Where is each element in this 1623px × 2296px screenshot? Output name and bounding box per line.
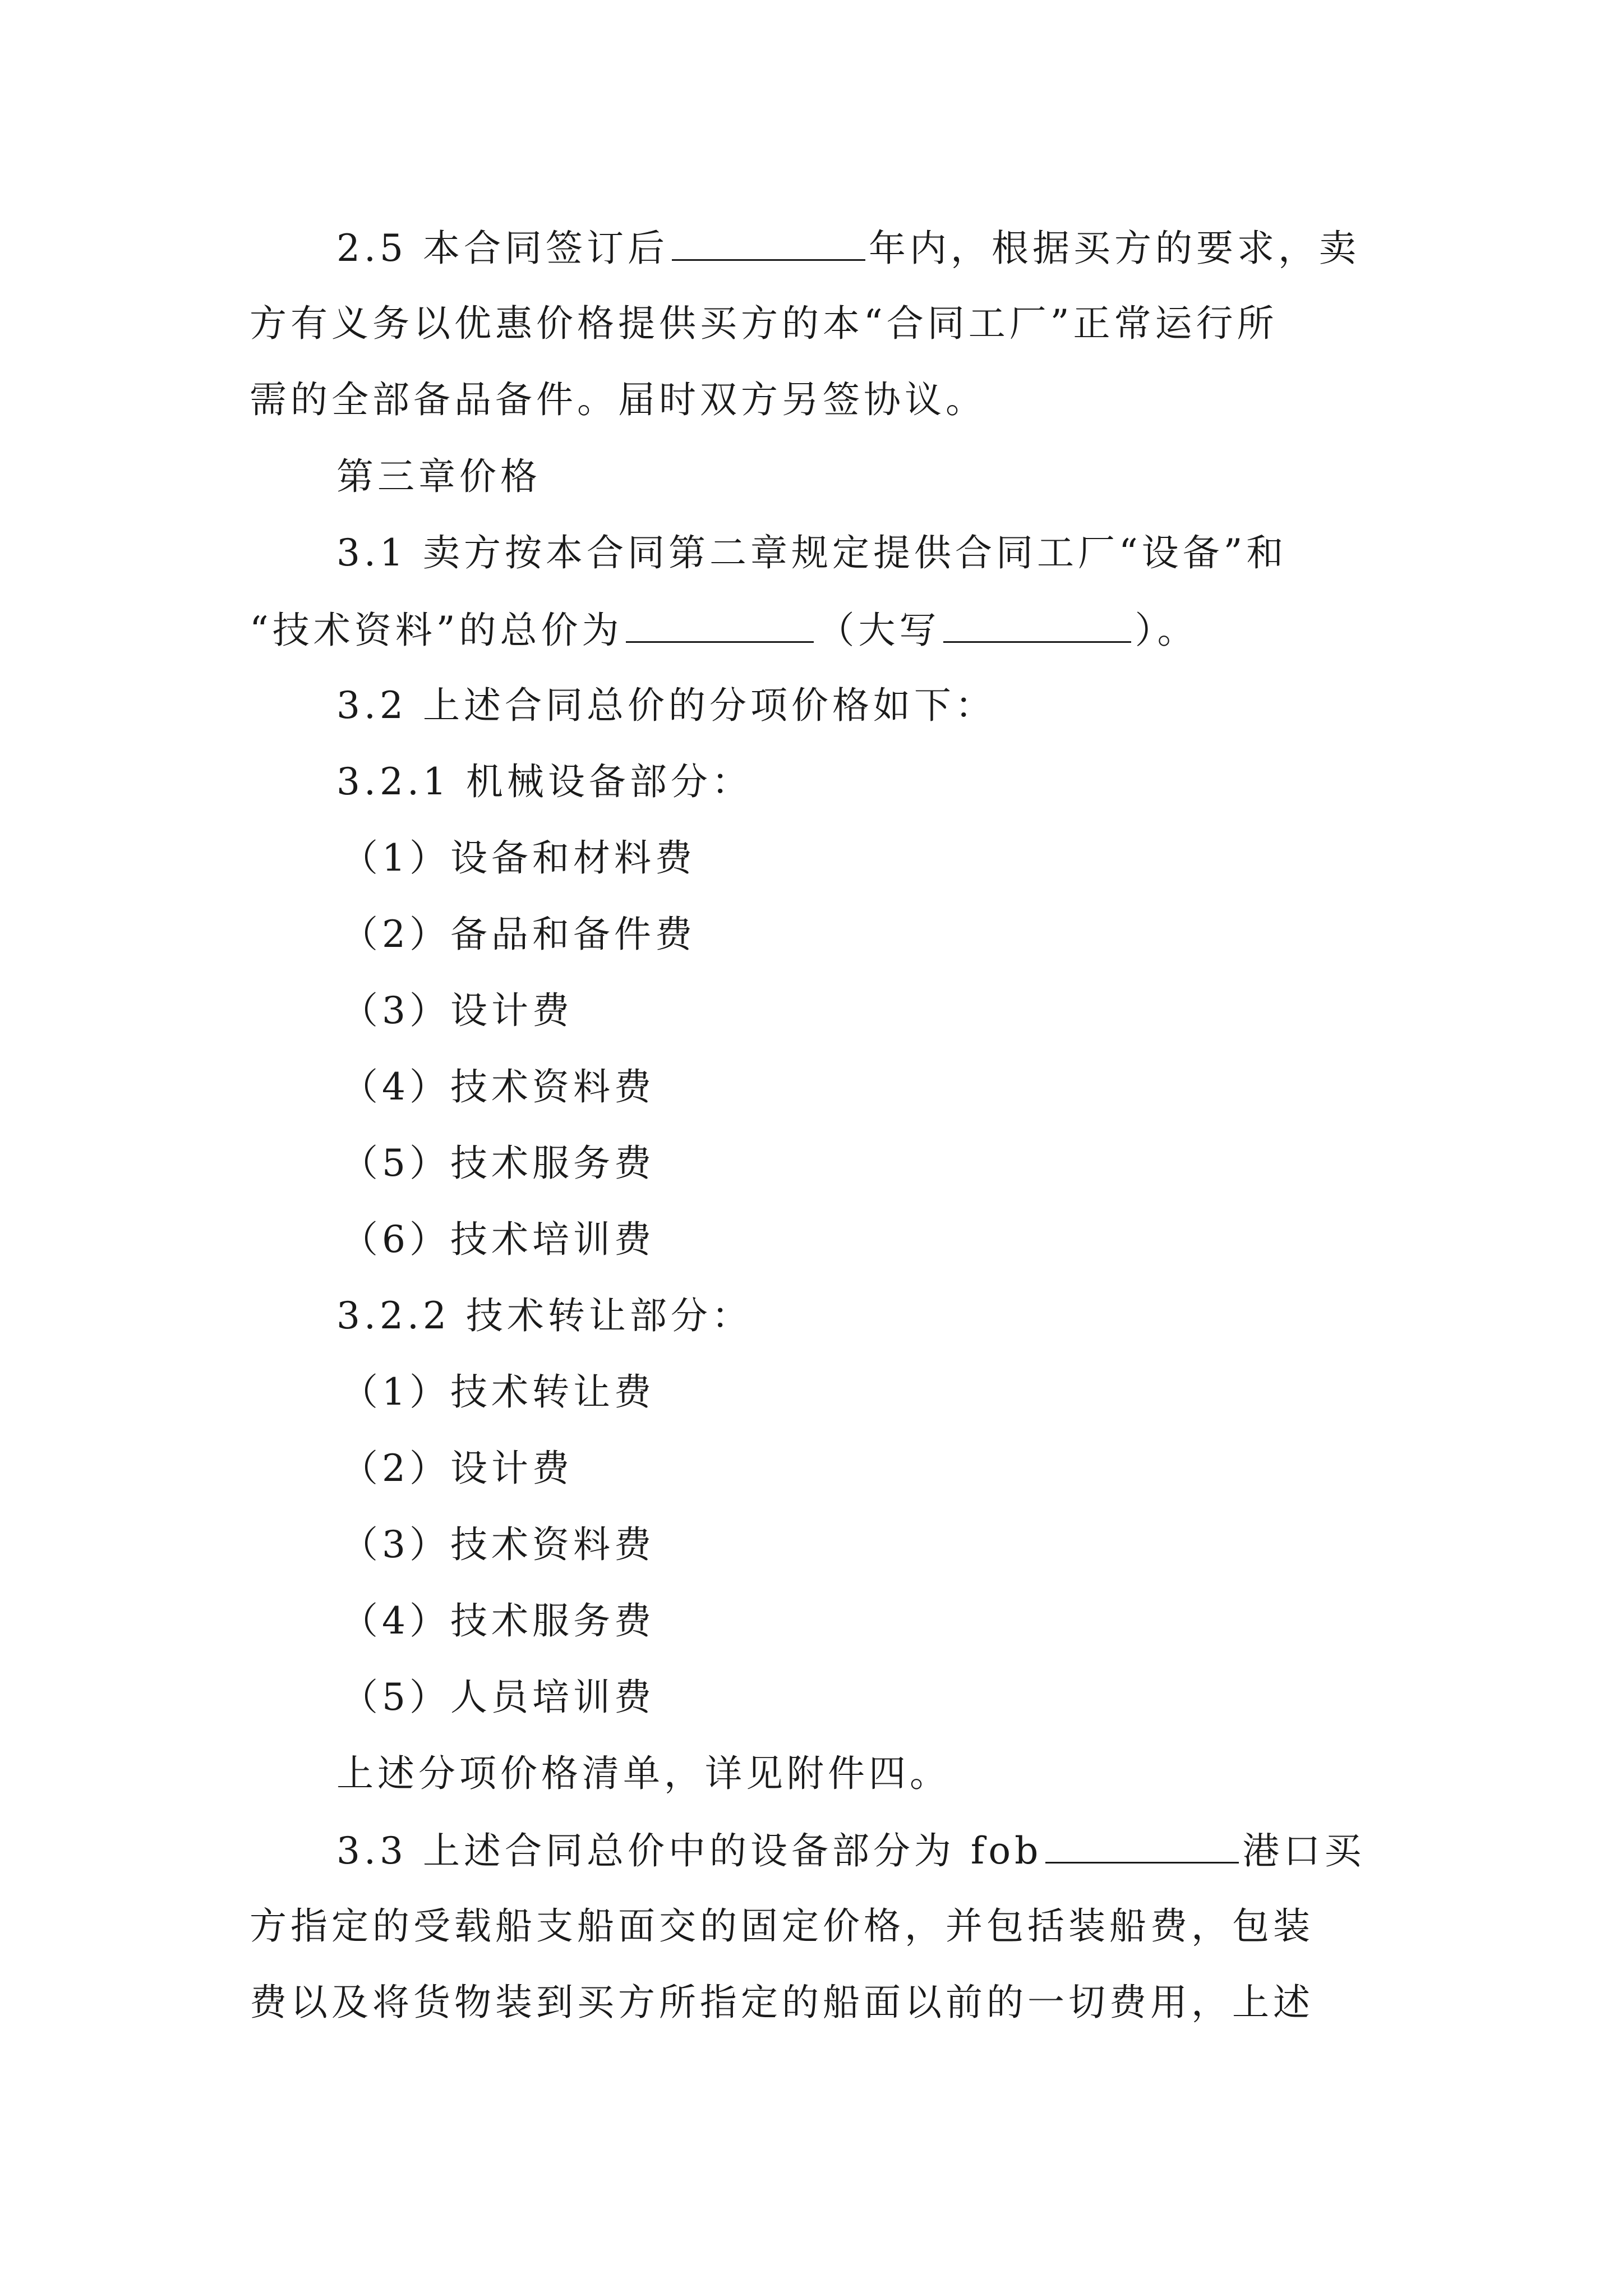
list-item-design-fee-2: （2）设计费	[341, 1447, 573, 1490]
clause-3-1-text-end: ）。	[1135, 609, 1198, 652]
clause-3-2-1: 3.2.1 机械设备部分：	[336, 760, 753, 803]
clause-2-5-line-2: 方有义务以优惠价格提供买方的本“合同工厂”正常运行所	[250, 302, 1278, 345]
clause-3-1-line-2	[250, 604, 1198, 656]
clause-3-1-text-start: “技术资料”的总价为	[250, 609, 623, 652]
list-item-tech-documents-2: （3）技术资料费	[341, 1523, 655, 1566]
clause-2-5-text-end: 年内，根据买方的要求，卖	[868, 227, 1360, 270]
clause-3-3-text-end: 港口买	[1242, 1829, 1366, 1872]
list-item-tech-training: （6）技术培训费	[341, 1218, 655, 1261]
clause-2-5-text-start: 2.5 本合同签订后	[336, 227, 668, 270]
clause-3-3-line-1	[336, 1825, 1365, 1876]
total-price-words-blank[interactable]	[943, 604, 1131, 643]
list-item-spare-parts: （2）备品和备件费	[341, 913, 696, 956]
clause-3-3-text-start: 3.3 上述合同总价中的设备部分为 fob	[336, 1829, 1043, 1872]
clause-2-5-line-1	[336, 222, 1360, 274]
port-blank[interactable]	[1045, 1825, 1239, 1864]
list-item-tech-documents: （4）技术资料费	[341, 1065, 655, 1108]
list-item-tech-service-2: （4）技术服务费	[341, 1599, 655, 1642]
clause-3-3-line-3: 费以及将货物装到买方所指定的船面以前的一切费用，上述	[250, 1981, 1314, 2024]
total-price-blank[interactable]	[626, 604, 814, 643]
list-item-staff-training: （5）人员培训费	[341, 1676, 655, 1719]
list-item-equipment-materials: （1）设备和材料费	[341, 836, 696, 880]
clause-3-2: 3.2 上述合同总价的分项价格如下：	[336, 684, 996, 727]
clause-3-1-line-1: 3.1 卖方按本合同第二章规定提供合同工厂“设备”和	[336, 531, 1288, 574]
clause-3-1-text-middle: （大写	[817, 609, 940, 652]
chapter-three-heading: 第三章价格	[336, 455, 541, 498]
list-item-tech-transfer: （1）技术转让费	[341, 1370, 655, 1414]
years-blank[interactable]	[672, 222, 865, 261]
list-item-design-fee: （3）设计费	[341, 989, 573, 1032]
price-list-note: 上述分项价格清单，详见附件四。	[336, 1752, 951, 1795]
clause-3-3-line-2: 方指定的受载船支船面交的固定价格，并包括装船费，包装	[250, 1904, 1314, 1948]
list-item-tech-service: （5）技术服务费	[341, 1142, 655, 1185]
clause-3-2-2: 3.2.2 技术转让部分：	[336, 1294, 753, 1337]
clause-2-5-line-3: 需的全部备品备件。届时双方另签协议。	[250, 378, 986, 421]
